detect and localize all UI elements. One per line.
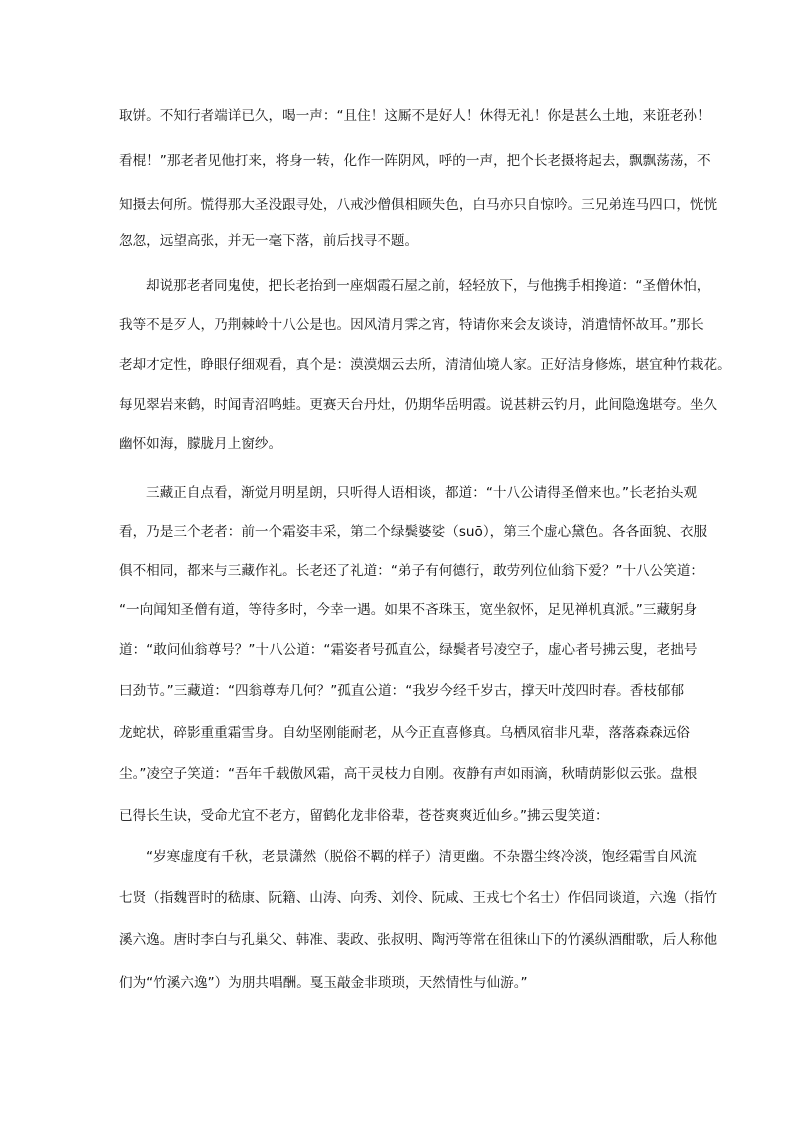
text-line: 溪六逸。唐时李白与孔巢父、韩准、裴政、张叔明、陶沔等常在徂徕山下的竹溪纵酒酣歌，后人称他 (119, 932, 718, 948)
text-line: “一向闻知圣僧有道，等待多时，今幸一遇。如果不吝珠玉，宽坐叙怀，足见禅机真派。”三藏躬身 (119, 602, 698, 618)
text-line: “岁寒虚度有千秋，老景潇然（脱俗不羁的样子）清更幽。不杂嚣尘终冷淡，饱经霜雪自风流 (146, 849, 697, 865)
text-line: 每见翠岩来鹤，时闻青沼鸣蛙。更赛天台丹灶，仍期华岳明霞。说甚耕云钓月，此间隐逸堪夸。坐久 (119, 397, 718, 413)
text-line: 俱不相同，都来与三藏作礼。长老还了礼道：“弟子有何德行，敢劳列位仙翁下爱？”十八公笑道： (119, 563, 705, 579)
text-line: 已得长生诀，受命尤宜不老方，留鹤化龙非俗辈，苍苍爽爽近仙乡。”拂云叟笑道： (119, 808, 609, 824)
text-line: 龙蛇状，碎影重重霜雪身。自幼坚刚能耐老，从今正直喜修真。乌栖凤宿非凡辈，落落森森远俗 (119, 725, 690, 741)
text-line: 三藏正自点看，渐觉月明星朗，只听得人语相谈，都道：“十八公请得圣僧来也。”长老抬头观 (146, 485, 698, 501)
text-line: 我等不是歹人，乃荆棘岭十八公是也。因风清月霁之宵，特请你来会友谈诗，消遣情怀故耳。”那长 (119, 317, 704, 333)
text-line: 看棍！”那老者见他打来，将身一转，化作一阵阴风，呼的一声，把个长老摄将起去，飘飘荡荡，不 (119, 153, 711, 169)
text-line: 尘。”凌空子笑道：“吾年千载傲风霜，高干灵枝力自刚。夜静有声如雨滴，秋晴荫影似云张。盘根 (119, 766, 698, 782)
text-line: 看，乃是三个老者：前一个霜姿丰采，第二个绿鬓婆娑（suō），第三个虚心黛色。各各面貌、衣服 (119, 524, 708, 540)
text-line: 曰劲节。”三藏道：“四翁尊寿几何？”孤直公道：“我岁今经千岁古，撑天叶茂四时春。香枝郁郁 (119, 683, 685, 699)
text-line: 们为“竹溪六逸”）为朋共唱酬。戛玉敲金非琐琐，天然情性与仙游。” (119, 975, 528, 991)
text-line: 却说那老者同鬼使，把长老抬到一座烟霞石屋之前，轻轻放下，与他携手相搀道：“圣僧休怕， (146, 278, 711, 294)
text-line: 幽怀如海，朦胧月上窗纱。 (119, 436, 283, 452)
text-line: 老却才定性，睁眼仔细观看，真个是：漠漠烟云去所，清清仙境人家。正好洁身修炼，堪宜种竹栽花。 (119, 357, 731, 373)
text-line: 忽忽，远望高张，并无一毫下落，前后找寻不题。 (119, 233, 419, 249)
text-line: 知摄去何所。慌得那大圣没跟寻处，八戒沙僧俱相顾失色，白马亦只自惊吟。三兄弟连马四口，恍恍 (119, 197, 718, 213)
text-line: 取饼。不知行者端详已久，喝一声：“且住！这厮不是好人！休得无礼！你是甚么土地，来诳老孙！ (119, 108, 711, 124)
text-line: 道：“敢问仙翁尊号？”十八公道：“霜姿者号孤直公，绿鬓者号凌空子，虚心者号拂云叟，老拙号 (119, 642, 698, 658)
text-line: 七贤（指魏晋时的嵇康、阮籍、山涛、向秀、刘伶、阮咸、王戎七个名士）作侣同谈道，六逸（指竹 (119, 890, 718, 906)
